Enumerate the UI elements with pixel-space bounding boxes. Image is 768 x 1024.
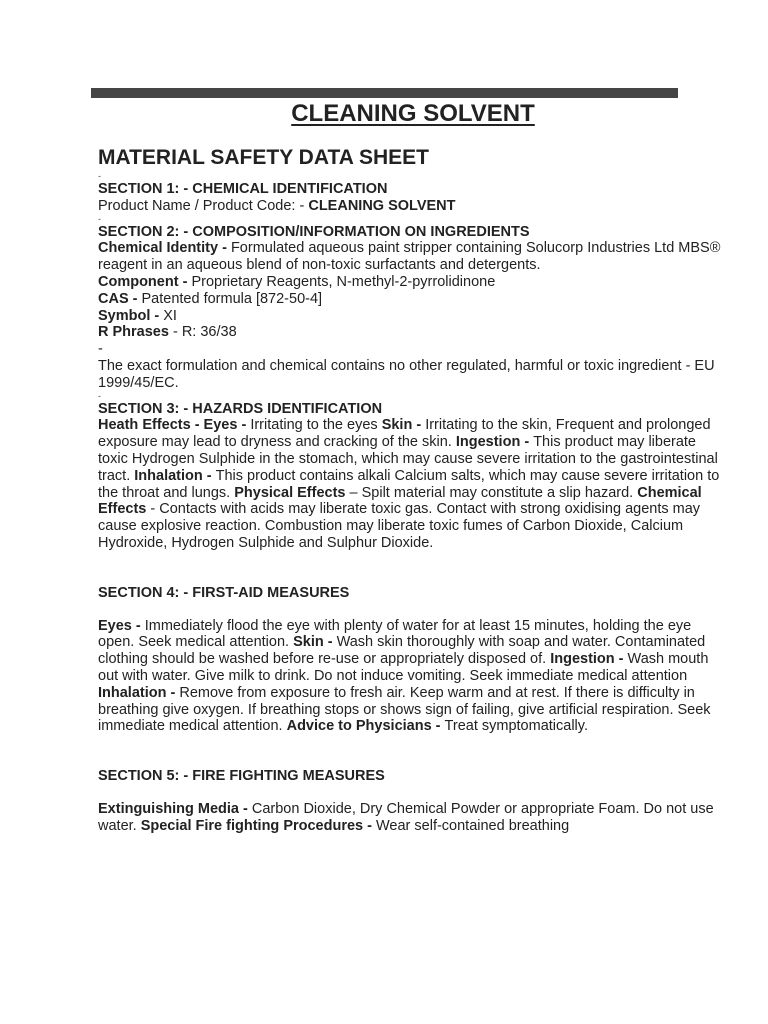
chemical-effects-text: - Contacts with acids may liberate toxic gas. Contact with strong oxidising agents may cause explosive reaction. Combustion may liberate toxic fumes of Carbon Dioxide, Calcium Hydroxide, Hydrogen Sulphide and Sulphur Dioxide.: [98, 501, 701, 551]
physical-effects-text: – Spilt material may constitute a slip hazard.: [345, 484, 638, 501]
chemical-identity-text: Formulated aqueous paint stripper containing Solucorp Industries Ltd MBS® reagent in an aqueous blend of non-toxic surfactants and detergents.: [98, 240, 721, 274]
product-value: CLEANING SOLVENT: [308, 197, 456, 214]
first-aid-eyes-text: Immediately flood the eye with plenty of water for at least 15 minutes, holding the eye open. Seek medical attention.: [98, 617, 692, 651]
first-aid-inhalation-text: Remove from exposure to fresh air. Keep warm and at rest. If there is difficulty in breathing give oxygen. If breathing stops or shows sign of failing, give artificial respiration. Seek immediate medical attention.: [98, 684, 711, 735]
dash-separator: -: [98, 390, 101, 401]
section-1-heading: SECTION 1: - CHEMICAL IDENTIFICATION: [98, 181, 388, 197]
cas: [98, 291, 723, 308]
component: [98, 274, 723, 291]
first-aid-ingestion-text: Wash mouth out with water. Give milk to drink. Do not induce vomiting. Seek immediate medical attention: [98, 651, 709, 684]
eyes-effect-text: Irritating to the eyes: [250, 417, 382, 434]
cas-label: CAS -: [98, 290, 142, 307]
r-phrases: [98, 324, 723, 341]
r-phrases-label: R Phrases: [98, 324, 169, 341]
advice-text: Treat symptomatically.: [444, 718, 588, 735]
symbol-text: XI: [163, 307, 177, 324]
fire-fighting-paragraph: [98, 801, 723, 835]
first-aid-inhalation-label: Inhalation -: [98, 684, 180, 701]
first-aid-paragraph: [98, 618, 723, 736]
product-name-line: [98, 198, 723, 215]
advice-label: Advice to Physicians -: [286, 718, 445, 735]
physical-effects-label: Physical Effects: [234, 484, 346, 501]
component-text: Proprietary Reagents, N-methyl-2-pyrrolidinone: [191, 273, 496, 290]
chemical-identity-label: Chemical Identity -: [98, 240, 231, 257]
special-procedures-text: Wear self-contained breathing: [376, 817, 570, 834]
component-label: Component -: [98, 273, 192, 290]
section-5-heading: SECTION 5: - FIRE FIGHTING MEASURES: [98, 768, 385, 785]
ingestion-label: Ingestion -: [455, 434, 534, 451]
section-2-heading: SECTION 2: - COMPOSITION/INFORMATION ON INGREDIENTS: [98, 223, 530, 240]
ingestion-effect-text: This product may liberate toxic Hydrogen Sulphide in the stomach, which may cause severe irritation to the gastrointestinal tract.: [98, 434, 718, 484]
hazards-paragraph: [98, 417, 723, 551]
formulation-note: The exact formulation and chemical contains no other regulated, harmful or toxic ingredient - EU 1999/45/EC.: [98, 357, 715, 391]
product-label: Product Name / Product Code: -: [98, 197, 309, 214]
skin-label: Skin -: [381, 417, 426, 434]
extinguishing-media-text: Carbon Dioxide, Dry Chemical Powder or appropriate Foam. Do not use water.: [98, 800, 714, 834]
document-title: CLEANING SOLVENT: [291, 100, 535, 127]
symbol: [98, 308, 723, 325]
extinguishing-media-label: Extinguishing Media -: [98, 800, 252, 817]
section-3-heading: SECTION 3: - HAZARDS IDENTIFICATION: [98, 400, 383, 417]
chemical-effects-label: Chemical Effects: [98, 484, 702, 518]
header-rule: [91, 88, 678, 98]
health-effects-label: Heath Effects - Eyes -: [98, 417, 251, 434]
dash-line: -: [98, 341, 103, 358]
special-procedures-label: Special Fire fighting Procedures -: [140, 817, 376, 834]
first-aid-skin-text: Wash skin thoroughly with soap and water. Contaminated clothing should be washed before re-use or appropriately disposed of.: [98, 634, 706, 668]
dash-separator: -: [98, 171, 101, 181]
cas-text: Patented formula [872-50-4]: [141, 290, 323, 307]
chemical-identity: [98, 240, 723, 274]
symbol-label: Symbol -: [98, 307, 164, 324]
first-aid-skin-label: Skin -: [293, 634, 337, 651]
document-body: [98, 144, 723, 835]
section-4-heading: SECTION 4: - FIRST-AID MEASURES: [98, 584, 350, 601]
dash-separator: -: [98, 213, 101, 224]
skin-effect-text: Irritating to the skin, Frequent and prolonged exposure may lead to dryness and cracking of the skin.: [98, 417, 711, 451]
first-aid-eyes-label: Eyes -: [98, 617, 145, 634]
sheet-heading: MATERIAL SAFETY DATA SHEET: [98, 146, 429, 169]
r-phrases-text: - R: 36/38: [168, 324, 237, 341]
first-aid-ingestion-label: Ingestion -: [550, 651, 628, 668]
inhalation-label: Inhalation -: [134, 467, 216, 484]
inhalation-effect-text: This product contains alkali Calcium salts, which may cause severe irritation to the throat and lungs.: [98, 467, 720, 501]
